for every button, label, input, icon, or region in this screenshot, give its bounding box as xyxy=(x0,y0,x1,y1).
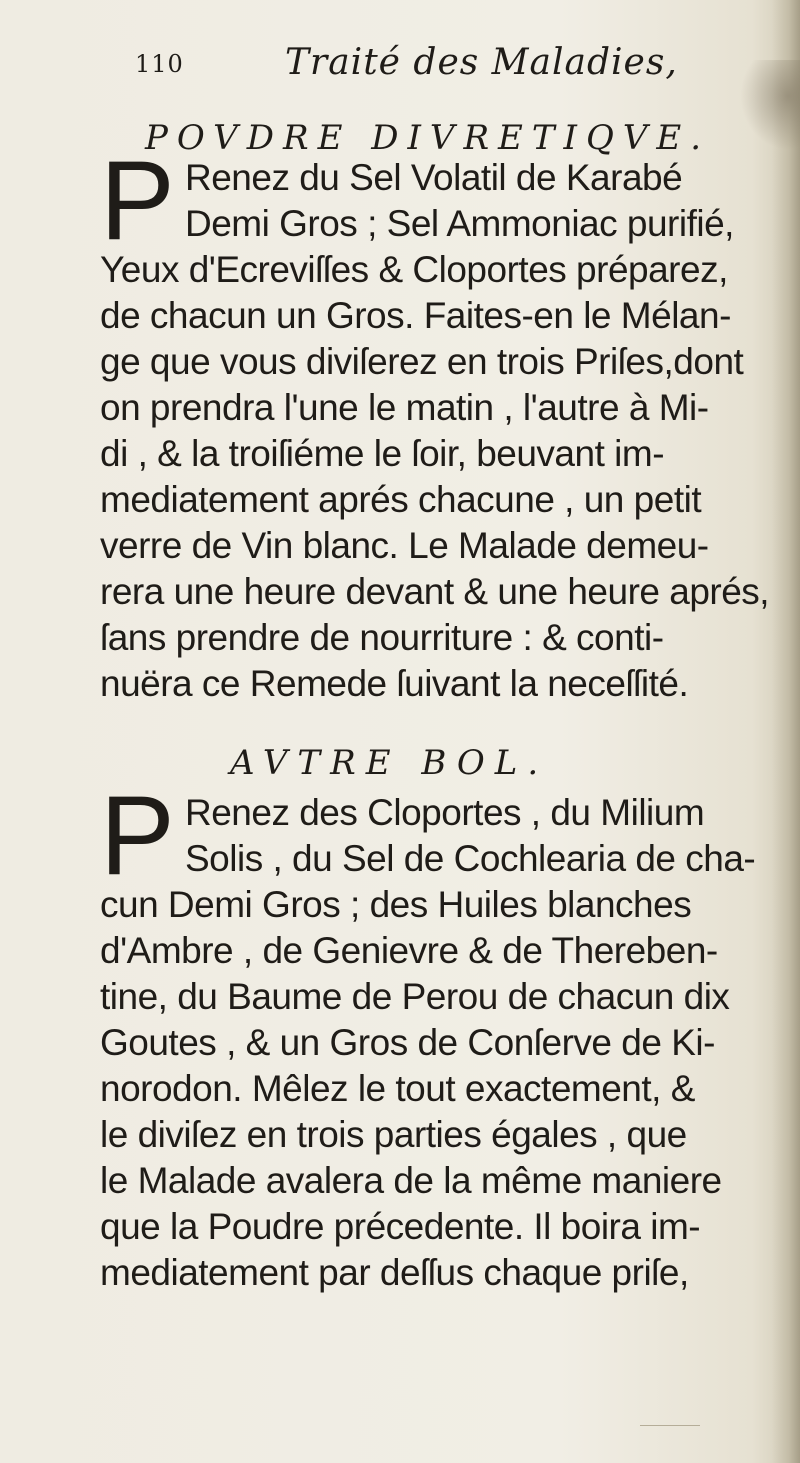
text-line: de chacun un Gros. Faites-en le Mélan- xyxy=(100,295,731,336)
text-line: tine, du Baume de Perou de chacun dix xyxy=(100,976,730,1017)
text-line: le Malade avalera de la même maniere xyxy=(100,1160,722,1201)
text-line: rera une heure devant & une heure aprés, xyxy=(100,571,770,612)
paragraph-autre-bol xyxy=(100,790,756,1296)
text-line: nuëra ce Remede ſuivant la neceſſité. xyxy=(100,663,689,704)
text-line: cun Demi Gros ; des Huiles blanches xyxy=(100,884,692,925)
text-line: Renez des Cloportes , du Milium xyxy=(185,792,705,833)
text-line: Demi Gros ; Sel Ammoniac purifié, xyxy=(185,203,734,244)
text-line: Solis , du Sel de Cochlearia de cha- xyxy=(185,838,756,879)
paragraph-poudre xyxy=(100,155,770,707)
text-line: le diviſez en trois parties égales , que xyxy=(100,1114,687,1155)
text-line: di , & la troiſiéme le ſoir, beuvant im- xyxy=(100,433,665,474)
running-title: Traité des Maladies, xyxy=(285,42,678,83)
text-line: verre de Vin blanc. Le Malade demeu- xyxy=(100,525,709,566)
text-line: d'Ambre , de Genievre & de Thereben- xyxy=(100,930,718,971)
dropcap-poudre: P xyxy=(100,138,175,263)
text-line: mediatement aprés chacune , un petit xyxy=(100,479,702,520)
paper-stain xyxy=(740,60,800,150)
text-line: mediatement par deſſus chaque priſe, xyxy=(100,1252,689,1293)
text-line: norodon. Mêlez le tout exactement, & xyxy=(100,1068,695,1109)
section-title-poudre: POVDRE DIVRETIQVE. xyxy=(145,118,711,158)
page-edge-shadow xyxy=(772,0,800,1463)
text-line: on prendra l'une le matin , l'autre à Mi- xyxy=(100,387,709,428)
text-line: Goutes , & un Gros de Conſerve de Ki- xyxy=(100,1022,715,1063)
page-number: 110 xyxy=(135,50,184,78)
text-line: Yeux d'Ecreviſſes & Cloportes préparez, xyxy=(100,249,728,290)
text-line: ge que vous diviſerez en trois Priſes,dont xyxy=(100,341,744,382)
page-bottom-rule xyxy=(640,1425,700,1426)
section-title-autre-bol: AVTRE BOL. xyxy=(230,743,549,783)
text-line: Renez du Sel Volatil de Karabé xyxy=(185,157,683,198)
text-line: ſans prendre de nourriture : & conti- xyxy=(100,617,664,658)
text-line: que la Poudre précedente. Il boira im- xyxy=(100,1206,701,1247)
dropcap-autre-bol: P xyxy=(100,773,175,898)
